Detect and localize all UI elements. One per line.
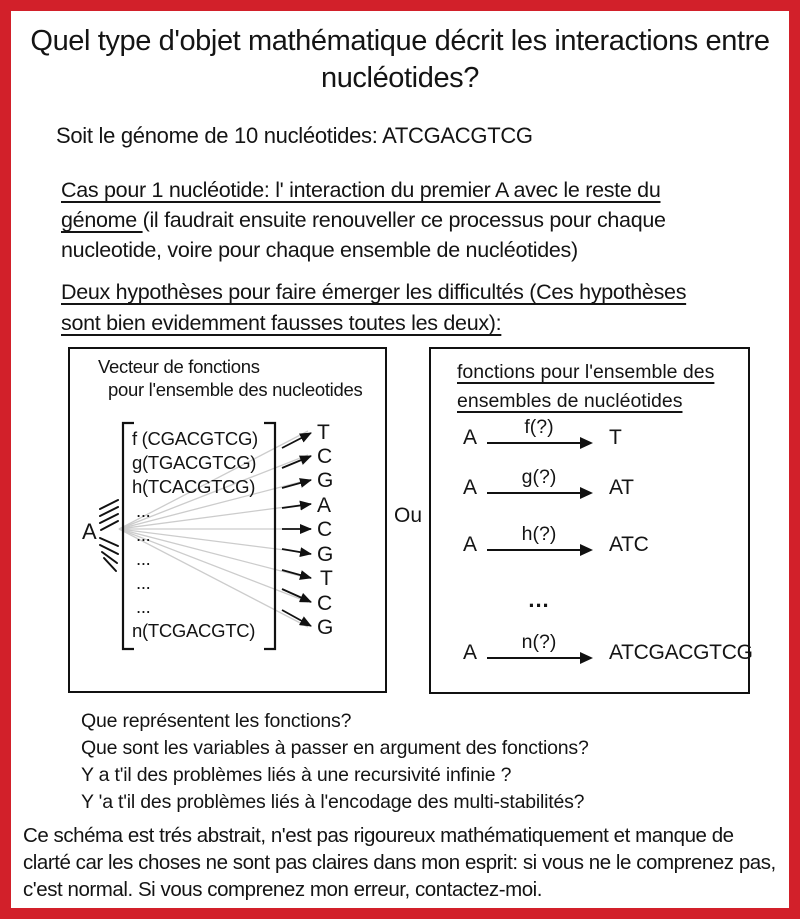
vector-entry: g(TGACGTCG) [132,452,257,473]
arrow-icon [282,433,311,448]
row-input: A [463,533,478,556]
ellipsis-row: ... [528,587,550,612]
output-letter: C [317,592,332,615]
function-row [431,609,753,664]
page-title: Quel type d'objet mathématique décrit les interactions entre nucléotides? [30,25,770,94]
row-output: AT [609,476,634,499]
vector-entry: h(TCACGTCG) [132,476,256,497]
output-letter: C [317,445,332,468]
row-input: A [463,426,478,449]
vector-entry: ... [136,548,151,569]
function-row [431,394,748,449]
ensemble-functions-box [429,347,753,694]
right-box-title-line2: ensembles de nucléotides [457,390,683,412]
arrow-icon [282,456,311,468]
function-row [431,444,748,499]
vector-entry: n(TCGACGTC) [132,620,256,641]
input-nucleotide-label: A [82,519,97,544]
output-letter: A [317,494,331,517]
arrow-icon [282,504,311,508]
arrow-icon [282,589,311,602]
row-input: A [463,641,478,664]
vector-entry: ... [136,596,151,617]
arrow-icon [487,492,591,494]
arrow-icon [282,610,311,626]
arrow-icon [487,549,591,551]
vector-entry: ... [136,500,151,521]
function-label: h(?) [521,523,557,545]
connector-label: Ou [393,504,422,527]
arrow-icon [282,570,311,578]
hatch-marks-icon [100,500,118,571]
function-row [431,501,748,556]
right-box-title-line1: fonctions pour l'ensemble des [457,361,715,383]
row-output: T [609,426,622,449]
questions-block [81,708,749,816]
output-letter: G [317,469,334,492]
row-arrow [487,416,591,444]
genome-intro-text: Soit le génome de 10 nucléotides: ATCGACGTCG [56,123,533,148]
left-box-title-line2: pour l'ensemble des nucleotides [108,379,363,400]
hypotheses-paragraph: Deux hypothèses pour faire émerger les difficultés (Ces hypothèses sont bien evidemment fausses toutes les deux): [61,280,687,335]
output-letter: C [317,518,332,541]
question-line: Que représentent les fonctions? [81,710,352,732]
function-label: g(?) [521,466,557,488]
case-underlined-text: Cas pour 1 nucléotide: l' interaction du premier A avec le reste du génome [61,178,661,232]
output-letter: T [320,567,333,590]
case-paragraph [61,175,729,265]
question-line: Que sont les variables à passer en argument des fonctions? [81,737,589,759]
vector-entry: ... [136,524,151,545]
disclaimer-text: Ce schéma est trés abstrait, n'est pas rigoureux mathématiquement et manque de clarté car les choses ne sont pas claires dans mon esprit: si vous ne le comprenez pas, c'est normal. Si vous comprenez mon erreur, contactez-moi. [23,824,776,901]
diagram-row [68,347,789,694]
output-letter: T [317,421,330,444]
question-line: Y 'a t'il des problèmes liés à l'encodage des multi-stabilités? [81,791,585,813]
row-arrow [487,523,591,551]
output-letters [317,421,333,639]
left-box-title-line1: Vecteur de fonctions [98,356,260,377]
vector-entry: f (CGACGTCG) [132,428,258,449]
function-label: n(?) [521,631,557,653]
arrow-icon [487,657,591,659]
case-rest-text: (il faudrait ensuite renouveller ce processus pour chaque nucleotide, voire pour chaque ensemble de nucléotides) [61,208,666,262]
row-output: ATC [609,533,649,556]
vector-entries [132,428,258,641]
vector-functions-box [68,347,387,693]
row-input: A [463,476,478,499]
vector-functions-diagram [70,349,385,691]
output-letter: G [317,616,334,639]
row-arrow [487,631,591,659]
row-arrow [487,466,591,494]
question-line: Y a t'il des problèmes liés à une recursivité infinie ? [81,764,512,786]
arrow-icon [282,549,311,554]
row-output: ATCGACGTCG [609,641,753,664]
arrow-icon [282,480,311,488]
vector-entry: ... [136,572,151,593]
output-letter: G [317,543,334,566]
function-label: f(?) [524,416,554,438]
